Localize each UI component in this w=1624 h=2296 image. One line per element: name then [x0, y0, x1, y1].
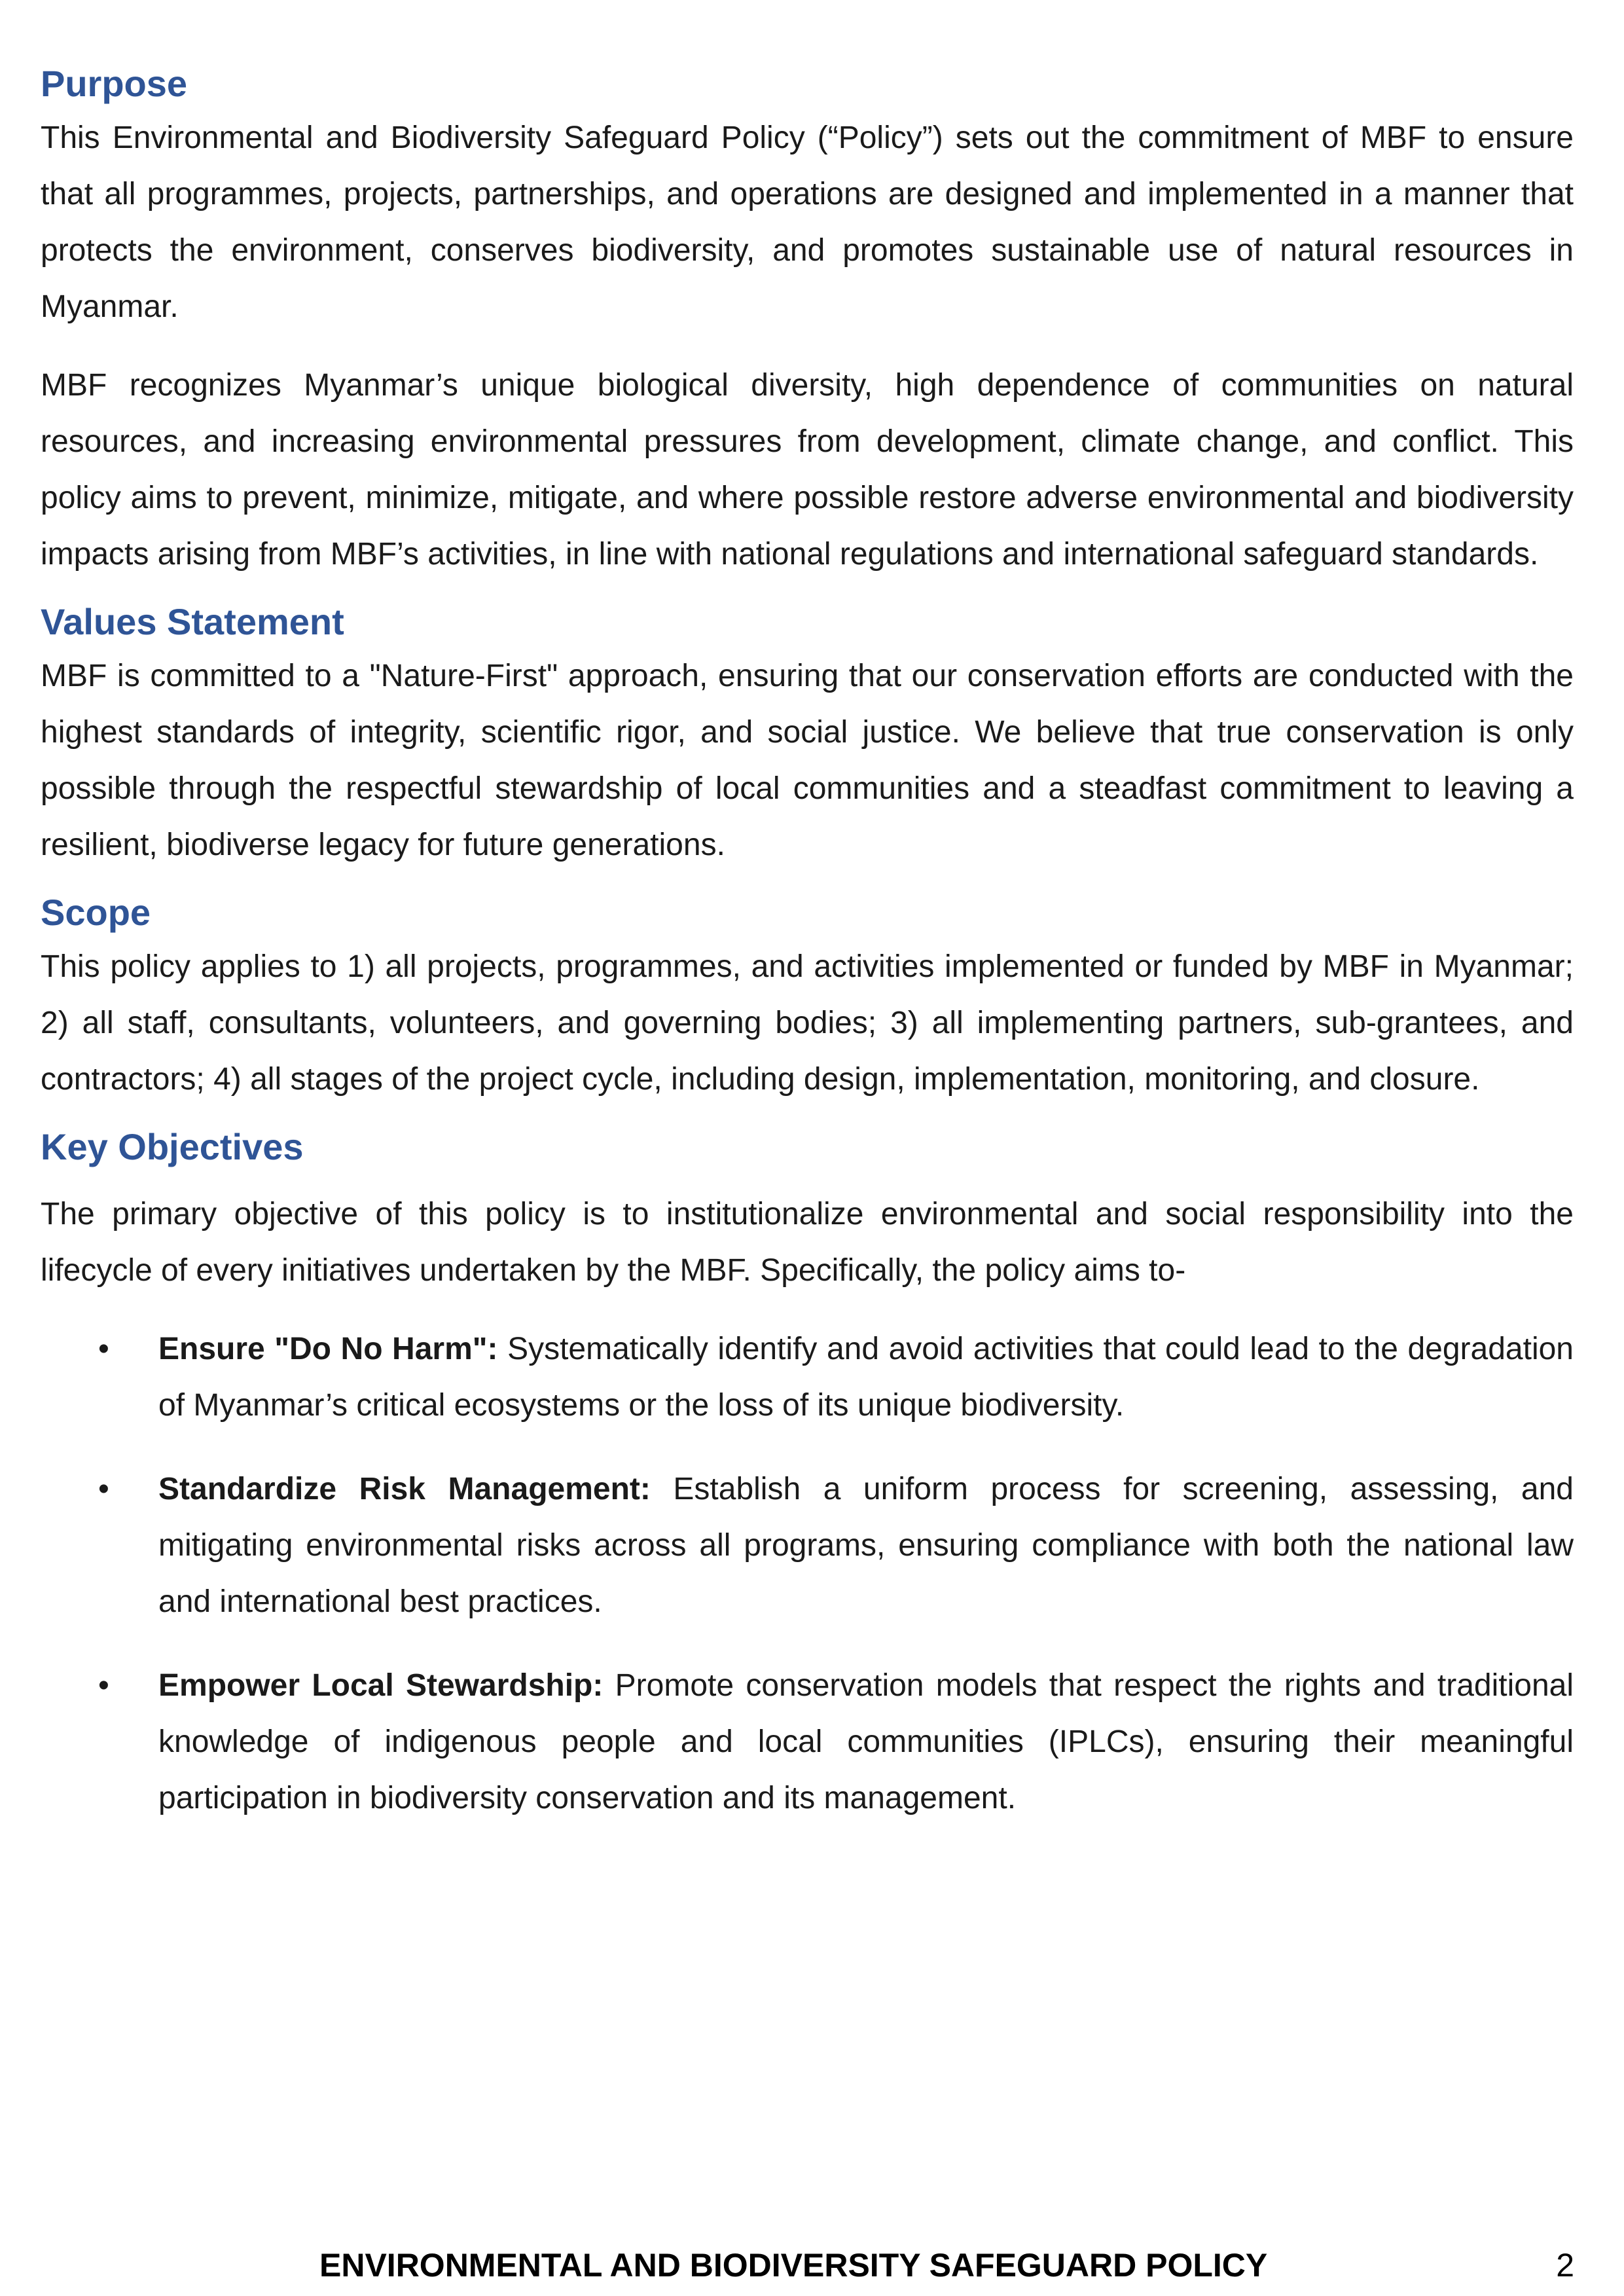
- purpose-paragraph-2: MBF recognizes Myanmar’s unique biological diversity, high dependence of communities on natural resources, and increasing environmental pressures from development, climate change, and conflict. This policy aims to prevent, minimize, mitigate, and where possible restore adverse environmental and biodiversity impacts arising from MBF’s activities, in line with national regulations and international safeguard standards.: [41, 368, 1574, 572]
- list-item: [41, 1658, 1574, 1827]
- list-item: [41, 1321, 1574, 1434]
- values-heading: Values Statement: [41, 601, 344, 642]
- objectives-heading: Key Objectives: [41, 1126, 304, 1167]
- bullet-icon: •: [98, 1332, 109, 1366]
- page-footer: [0, 2236, 1624, 2295]
- objective-term: Standardize Risk Management:: [158, 1472, 651, 1506]
- purpose-paragraph-1: This Environmental and Biodiversity Safeguard Policy (“Policy”) sets out the commitment of MBF to ensure that all programmes, projects, partnerships, and operations are designed and implemented in a manner that protects the environment, conserves biodiversity, and promotes sustainable use of natural resources in Myanmar.: [41, 120, 1574, 324]
- scope-heading: Scope: [41, 892, 151, 933]
- objective-term: Empower Local Stewardship:: [158, 1668, 604, 1703]
- bullet-icon: •: [98, 1668, 109, 1703]
- objectives-intro: The primary objective of this policy is to institutionalize environmental and social responsibility into the lifecycle of every initiatives undertaken by the MBF. Specifically, the policy aims to-: [41, 1197, 1574, 1288]
- values-paragraph: MBF is committed to a "Nature-First" approach, ensuring that our conservation efforts are conducted with the highest standards of integrity, scientific rigor, and social justice. We believe that true conservation is only possible through the respectful stewardship of local communities and a steadfast commitment to leaving a resilient, biodiverse legacy for future generations.: [41, 659, 1574, 862]
- objective-text: Systematically identify and avoid activities that could lead to the degradation of Myanmar’s critical ecosystems or the loss of its unique biodiversity.: [158, 1332, 1574, 1423]
- objectives-list: [41, 1321, 1574, 1827]
- bullet-icon: •: [98, 1472, 109, 1506]
- page-number: 2: [1556, 2247, 1574, 2284]
- document-page: [41, 58, 1574, 1854]
- footer-title: ENVIRONMENTAL AND BIODIVERSITY SAFEGUARD POLICY: [319, 2247, 1268, 2284]
- objective-term: Ensure "Do No Harm":: [158, 1332, 498, 1366]
- scope-paragraph: This policy applies to 1) all projects, programmes, and activities implemented or funded by MBF in Myanmar; 2) all staff, consultants, volunteers, and governing bodies; 3) all implementing partners, sub-grantees, and contractors; 4) all stages of the project cycle, including design, implementation, monitoring, and closure.: [41, 949, 1574, 1097]
- objective-text: Promote conservation models that respect the rights and traditional knowledge of indigenous people and local communities (IPLCs), ensuring their meaningful participation in biodiversity conservation and its management.: [158, 1668, 1574, 1815]
- purpose-heading: Purpose: [41, 63, 188, 104]
- objective-text: Establish a uniform process for screening, assessing, and mitigating environmental risks across all programs, ensuring compliance with both the national law and international best practices.: [158, 1472, 1574, 1619]
- list-item: [41, 1461, 1574, 1630]
